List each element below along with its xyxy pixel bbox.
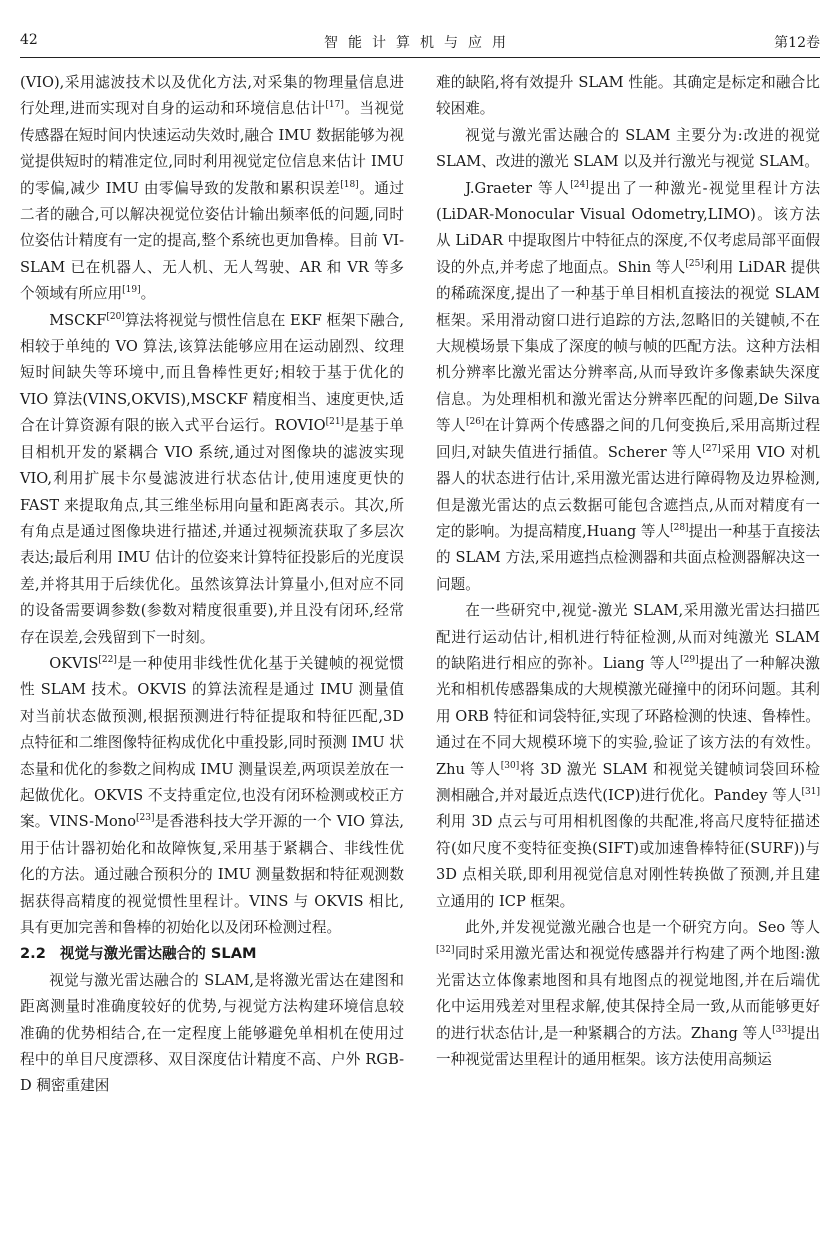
section-title: 视觉与激光雷达融合的 SLAM xyxy=(59,945,257,963)
citation: [27] xyxy=(702,443,721,454)
paragraph-fusion-intro: 视觉与激光雷达融合的 SLAM,是将激光雷达在建图和距离测量时准确度较好的优势,与视觉方法构建环境信息较准确的优势相结合,在一定程度上能够避免单相机在使用过程中的单目尺度漂移、双目深度估计精度不高、户外 RGB-D 稠密重建困 xyxy=(20,971,404,1095)
citation: [32] xyxy=(436,945,455,956)
text-run: 在计算两个传感器之间的几何变换后,采用高斯过程回归,对缺失值进行插值。Scherer 等人 xyxy=(436,417,820,461)
citation: [18] xyxy=(340,179,359,190)
text-run: 利用 LiDAR 提供的稀疏深度,提出了一种基于单目相机直接法的视觉 SLAM 框架。采用滑动窗口进行追踪的方法,忽略旧的关键帧,不在大规模场景下集成了深度的帧与帧的匹配方法。这种方法相机分辨率比激光雷达分辨率高,从而导致许多像素缺失深度信息。为处理相机和激光雷达分辨率匹配的问题,De Silva 等人 xyxy=(436,258,820,435)
citation: [29] xyxy=(680,654,699,665)
text-run: MSCKF xyxy=(49,311,107,329)
text-run: 算法将视觉与惯性信息在 EKF 框架下融合,相较于单纯的 VO 算法,该算法能够应用在运动剧烈、纹理短时间缺失等环境中,而且鲁棒性更好;相较于基于优化的 VIO 算法(VINS,OKVIS),MSCKF 精度相当、速度更快,适合在计算资源有限的嵌入式平台运行。ROVIO xyxy=(20,311,404,435)
paragraph-msckf xyxy=(20,308,404,651)
journal-title: 智能计算机与应用 xyxy=(324,35,516,51)
text-run: 利用 3D 点云与可用相机图像的共配准,将高尺度特征描述符(如尺度不变特征变换(SIFT)或加速鲁棒特征(SURF))与 3D 点相关联,即利用视觉信息对刚性转换做了预测,并且建立通用的 ICP 框架。 xyxy=(436,813,820,910)
citation: [28] xyxy=(670,522,689,533)
citation: [23] xyxy=(136,813,155,824)
text-run: 。 xyxy=(140,285,156,303)
citation: [26] xyxy=(466,417,485,428)
paragraph-vision-lidar xyxy=(436,598,820,915)
paragraph-okvis xyxy=(20,651,404,941)
paragraph-continuation: 难的缺陷,将有效提升 SLAM 性能。其确定是标定和融合比较困难。 xyxy=(436,74,820,118)
citation: [19] xyxy=(122,285,141,296)
text-run: 同时采用激光雷达和视觉传感器并行构建了两个地图:激光雷达立体像素地图和具有地图点的视觉地图,并在后端优化中运用残差对里程求解,使其保持全局一致,从而能够更好的进行状态估计,是一种紧耦合的方法。Zhang 等人 xyxy=(436,945,820,1042)
citation: [21] xyxy=(325,417,345,428)
text-run: 。通过二者的融合,可以解决视觉位姿估计输出频率低的问题,同时位姿估计精度有一定的提高,整个系统也更加鲁棒。目前 VI-SLAM 已在机器人、无人机、无人驾驶、AR 和 VR 等多个领域有所应用 xyxy=(20,179,404,303)
section-heading xyxy=(20,941,404,967)
paragraph-vio-intro xyxy=(20,70,404,308)
text-run: 提出了一种解决激光和相机传感器集成的大规模激光碰撞中的闭环问题。其利用 ORB 特征和词袋特征,实现了环路检测的快速、鲁棒性。通过在不同大规模环境下的实验,验证了该方法的有效性。Zhu 等人 xyxy=(436,654,820,778)
citation: [24] xyxy=(570,179,589,190)
citation: [20] xyxy=(106,311,125,322)
paragraph-categories: 视觉与激光雷达融合的 SLAM 主要分为:改进的视觉 SLAM、改进的激光 SLAM 以及并行激光与视觉 SLAM。 xyxy=(436,126,820,171)
paragraph-limo xyxy=(436,176,820,599)
paragraph-concurrent xyxy=(436,915,820,1073)
page-number: 42 xyxy=(20,32,38,48)
citation: [22] xyxy=(98,654,117,665)
running-header xyxy=(20,30,820,52)
text-run: 提出一种基于直接法的 SLAM 方法,采用遮挡点检测器和共面点检测器解决这一问题。 xyxy=(436,522,820,593)
text-run: 此外,并发视觉激光融合也是一个研究方向。Seo 等人 xyxy=(465,919,820,936)
left-column xyxy=(20,70,404,1100)
text-run: 是基于单目相机开发的紧耦合 VIO 系统,通过对图像块的滤波实现 VIO,利用扩展卡尔曼滤波进行状态估计,使用速度更快的 FAST 来提取角点,其三维坐标用向量和距离表示。其次,所有角点是通过图像块进行描述,并通过视频流获取了多层次表达;最后利用 IMU 估计的位姿来计算特征投影后的光度误差,并将其用于后续优化。虽然该算法计算量小,但对应不同的设备需要调参数(参数对精度很重要),并且没有闭环,经常存在误差,会残留到下一时刻。 xyxy=(20,417,404,646)
text-run: 采用 VIO 对机器人的状态进行估计,采用激光雷达进行障碍物及边界检测,但是激光雷达的点云数据可能包含遮挡点,从而对精度有一定的影响。为提高精度,Huang 等人 xyxy=(436,443,821,540)
text-run: 提出了一种激光-视觉里程计方法(LiDAR-Monocular Visual Odometry,LIMO)。该方法从 LiDAR 中提取图片中特征点的深度,不仅考虑局部平面假设的外点,并考虑了地面点。Shin 等人 xyxy=(436,179,820,276)
text-run: OKVIS xyxy=(49,654,99,672)
citation: [33] xyxy=(772,1024,791,1035)
text-run: 将 3D 激光 SLAM 和视觉关键帧词袋回环检测相融合,并对最近点迭代(ICP)进行优化。Pandey 等人 xyxy=(436,760,821,804)
text-run: 。当视觉传感器在短时间内快速运动失效时,融合 IMU 数据能够为视觉提供短时的精准定位,同时利用视觉定位信息来估计 IMU 的零偏,减少 IMU 由零偏导致的发散和累积误差 xyxy=(20,100,404,197)
section-number: 2.2 xyxy=(20,945,46,963)
citation: [25] xyxy=(685,258,704,269)
citation: [31] xyxy=(801,786,820,797)
volume-label: 第12卷 xyxy=(774,35,820,51)
text-run: J.Graeter 等人 xyxy=(465,179,571,197)
text-run: (VIO),采用滤波技术以及优化方法,对采集的物理量信息进行处理,进而实现对自身的运动和环境信息估计 xyxy=(20,74,404,118)
right-column xyxy=(436,70,820,1073)
header-rule xyxy=(20,57,820,58)
text-run: 提出一种视觉雷达里程计的通用框架。该方法使用高频运 xyxy=(436,1024,820,1069)
text-run: 在一些研究中,视觉-激光 SLAM,采用激光雷达扫描匹配进行运动估计,相机进行特征检测,从而对纯激光 SLAM 的缺陷进行相应的弥补。Liang 等人 xyxy=(436,602,820,672)
citation: [30] xyxy=(500,760,520,771)
text-run: 是香港科技大学开源的一个 VIO 算法,用于估计器初始化和故障恢复,采用基于紧耦合、非线性优化的方法。通过融合预积分的 IMU 测量数据和特征观测数据获得高精度的视觉惯性里程计。VINS 与 OKVIS 相比,具有更加完善和鲁棒的初始化以及闭环检测过程。 xyxy=(20,813,405,936)
text-run: 是一种使用非线性优化基于关键帧的视觉惯性 SLAM 技术。OKVIS 的算法流程是通过 IMU 测量值对当前状态做预测,根据预测进行特征提取和特征匹配,3D 点特征和二维图像特征构成优化中重投影,同时预测 IMU 状态量和优化的参数之间构成 IMU 测量误差,两项误差放在一起做优化。OKVIS 不支持重定位,也没有闭环检测或校正方案。VINS-Mono xyxy=(20,654,404,831)
citation: [17] xyxy=(325,100,344,111)
